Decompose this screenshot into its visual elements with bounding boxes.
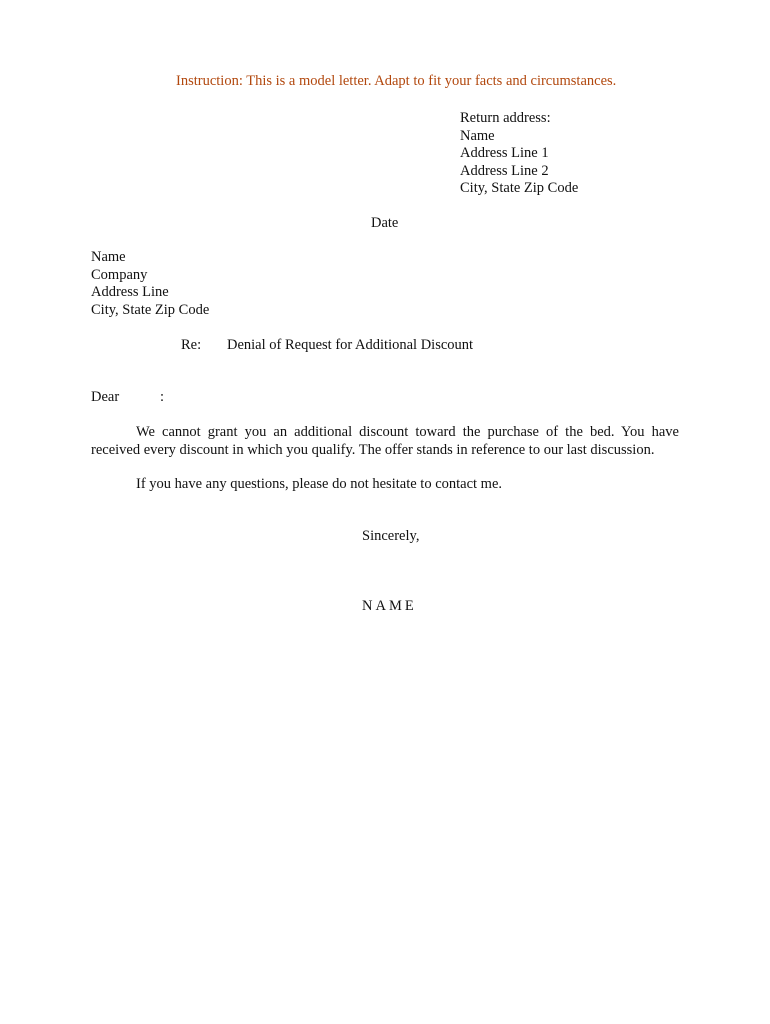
return-address-heading: Return address: [460, 110, 551, 126]
recipient-address-block [91, 249, 209, 319]
recipient-company: Company [91, 266, 148, 283]
closing: Sincerely, [362, 528, 420, 544]
body-paragraph-1: We cannot grant you an additional discount toward the purchase of the bed. You have received every discount in which you qualify. The offer stands in reference to our last discussion. [91, 424, 679, 458]
return-address-city-state-zip: City, State Zip Code [460, 180, 579, 196]
re-label: Re: [181, 337, 202, 353]
return-address-line2: Address Line 2 [460, 162, 549, 179]
salutation-colon: : [160, 389, 165, 405]
recipient-name: Name [91, 249, 126, 265]
letter-date: Date [371, 215, 399, 231]
body-paragraph-2: If you have any questions, please do not hesitate to contact me. [136, 476, 503, 492]
return-address-line1: Address Line 1 [460, 145, 549, 161]
recipient-city-state-zip: City, State Zip Code [91, 301, 210, 318]
instruction-note: Instruction: This is a model letter. Adapt to fit your facts and circumstances. [176, 73, 617, 89]
recipient-address: Address Line [91, 284, 169, 300]
signature-name: NAME [362, 598, 417, 614]
re-subject: Denial of Request for Additional Discount [227, 337, 474, 353]
return-address-block [460, 110, 578, 198]
return-address-name: Name [460, 127, 495, 144]
salutation: Dear [91, 389, 120, 405]
